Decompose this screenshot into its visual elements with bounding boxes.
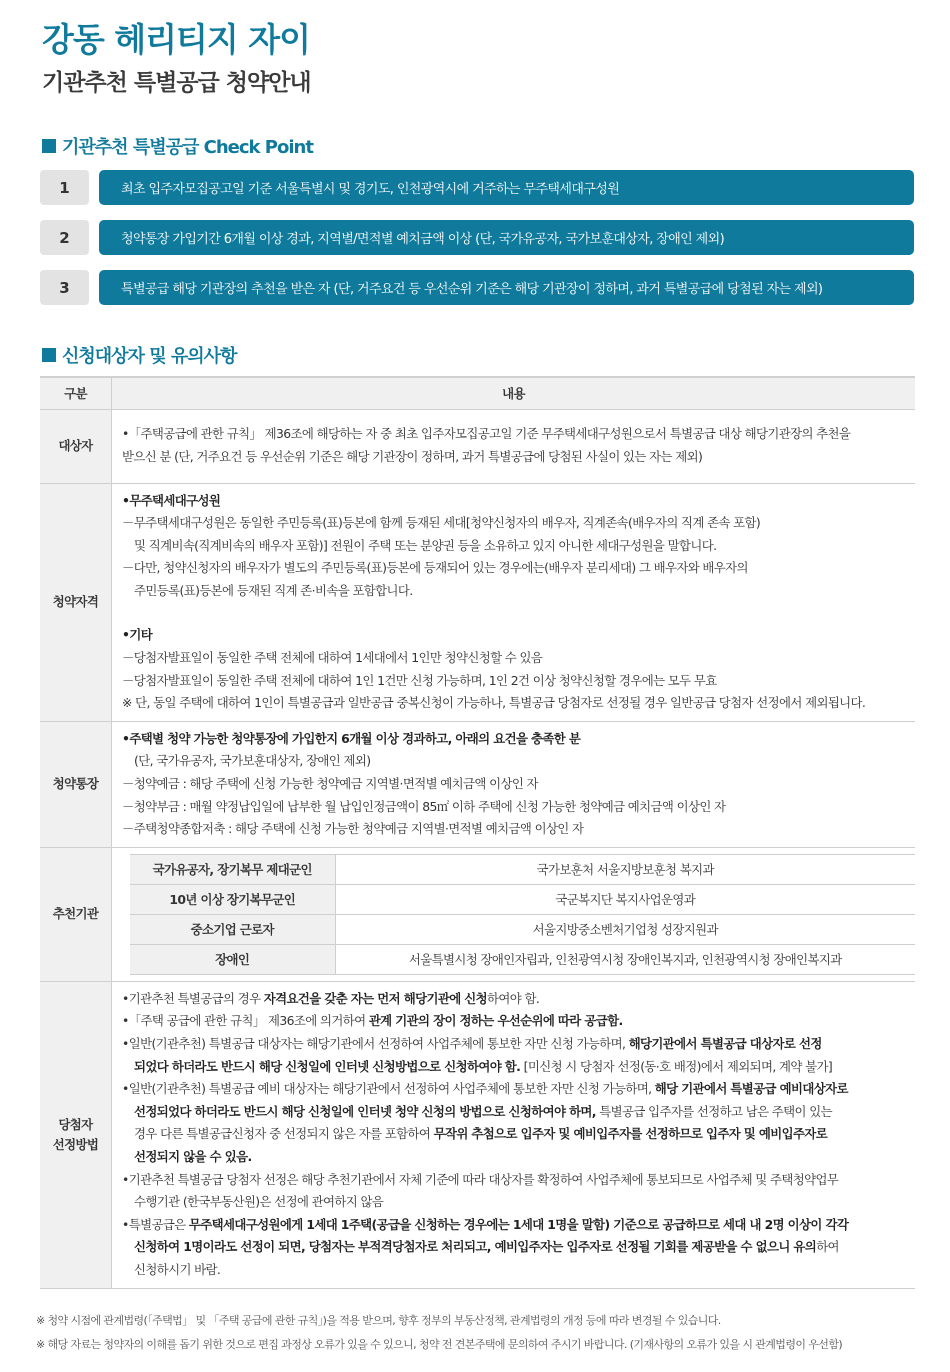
agency-row (130, 884, 915, 914)
text-line: －당첨자발표일이 동일한 주택 전체에 대하여 1인 1건만 신청 가능하며, 1인 2건 이상 청약신청할 경우에는 모두 무효 (122, 672, 717, 688)
footer-note-1: ※ 청약 시점에 관계법령(「주택법」 및 「주택 공급에 관한 규칙」)을 적용 받으며, 향후 정부의 부동산정책, 관계법령의 개정 등에 따라 변경될 수 있습니다. (36, 1314, 721, 1327)
agency-row (130, 944, 915, 974)
text-line: 선정되지 않을 수 있음. (134, 1148, 252, 1164)
footer-note-2: ※ 해당 자료는 청약자의 이해를 돕기 위한 것으로 편집 과정상 오류가 있을 수 있으니, 청약 전 견본주택에 문의하여 주시기 바랍니다. (기재사항의 오류가 있을 시 관계법령이 우선함) (36, 1338, 843, 1351)
checkpoint-number: 2 (40, 220, 89, 255)
checkpoint-text: 특별공급 해당 기관장의 추천을 받은 자 (단, 거주요건 등 우선순위 기준은 해당 기관장이 정하며, 과거 특별공급에 당첨된 자는 제외) (99, 270, 914, 305)
text-line: •기관추천 특별공급 당첨자 선정은 해당 추천기관에서 자체 기준에 따라 대상자를 확정하여 사업주체에 통보되므로 사업주체 및 주택청약업무 (122, 1171, 839, 1187)
text-line: －당첨자발표일이 동일한 주택 전체에 대하여 1세대에서 1인만 청약신청할 수 있음 (122, 650, 543, 666)
text-line: －주택청약종합저축 : 해당 주택에 신청 가능한 청약예금 지역별·면적별 예치금액 이상인 자 (122, 821, 584, 837)
checkpoint-heading-label: 기관추천 특별공급 Check Point (62, 137, 313, 158)
checkpoint-text: 최초 입주자모집공고일 기준 서울특별시 및 경기도, 인천광역시에 거주하는 무주택세대구성원 (99, 170, 914, 205)
checkpoint-item (40, 270, 915, 305)
text-line: －다만, 청약신청자의 배우자가 별도의 주민등록(표)등본에 등재되어 있는 경우에는(배우자 분리세대) 그 배우자와 배우자의 (122, 560, 748, 576)
agency-type: 장애인 (130, 944, 335, 974)
table-row-selection (40, 981, 915, 1288)
table-row-target (40, 409, 915, 483)
text-line: 되었다 하더라도 반드시 해당 신청일에 인터넷 신청방법으로 신청하여야 함. [미신청 시 당첨자 선정(동·호 배정)에서 제외되며, 계약 불가] (134, 1058, 833, 1074)
page-subtitle: 기관추천 특별공급 청약안내 (42, 70, 311, 96)
category-selection (40, 981, 112, 1288)
checkpoint-number: 1 (40, 170, 89, 205)
category-label: 선정방법 (52, 1136, 99, 1152)
agency-row (130, 914, 915, 944)
text-line: －청약부금 : 매월 약정납입일에 납부한 월 납입인정금액이 85㎡ 이하 주택에 신청 가능한 청약예금 예치금액 이상인 자 (122, 798, 726, 814)
checkpoint-item (40, 220, 915, 255)
checkpoint-item (40, 170, 915, 205)
text-line: (단, 국가유공자, 국가보훈대상자, 장애인 제외) (134, 753, 371, 769)
category-agencies: 추천기관 (40, 847, 112, 981)
text-line: 주민등록(표)등본에 등재된 직계 존·비속을 포함합니다. (134, 582, 413, 598)
table-row-agencies (40, 847, 915, 981)
text-line: •「주택 공급에 관한 규칙」 제36조에 의거하여 관계 기관의 장이 정하는 우선순위에 따라 공급함. (122, 1013, 623, 1029)
page-title: 강동 헤리티지 자이 (42, 20, 311, 59)
agency-table (130, 854, 915, 975)
text-line: •기관추천 특별공급의 경우 자격요건을 갖춘 자는 먼저 해당기관에 신청하여야 함. (122, 990, 540, 1006)
column-header-category: 구분 (40, 377, 112, 409)
agency-name: 국가보훈처 서울지방보훈청 복지과 (335, 854, 915, 884)
text-line: 신청하시기 바람. (134, 1261, 221, 1277)
target-content (112, 409, 916, 483)
table-row-account (40, 721, 915, 847)
text-line: ※ 단, 동일 주택에 대하여 1인이 특별공급과 일반공급 중복신청이 가능하나, 특별공급 당첨자로 선정될 경우 일반공급 당첨자 선정에서 제외됩니다. (122, 695, 866, 711)
agencies-content (112, 847, 916, 981)
eligibility-content (112, 483, 916, 721)
square-bullet-icon (42, 139, 56, 153)
text-line: •일반(기관추천) 특별공급 대상자는 해당기관에서 선정하여 사업주체에 통보한 자만 신청 가능하며, 해당기관에서 특별공급 대상자로 선정 (122, 1036, 822, 1051)
agency-type: 중소기업 근로자 (130, 914, 335, 944)
category-account: 청약통장 (40, 721, 112, 847)
column-header-content: 내용 (112, 377, 916, 409)
checkpoint-heading (42, 133, 313, 159)
agency-name: 국군복지단 복지사업운영과 (335, 884, 915, 914)
category-label: 당첨자 (58, 1116, 93, 1132)
text-line: 받으신 분 (단, 거주요건 등 우선순위 기준은 해당 기관장이 정하며, 과거 특별공급에 당첨된 사실이 있는 자는 제외) (122, 449, 703, 464)
category-eligibility: 청약자격 (40, 483, 112, 721)
agency-row (130, 854, 915, 884)
category-target: 대상자 (40, 409, 112, 483)
agency-name: 서울지방중소벤처기업청 성장지원과 (335, 914, 915, 944)
bullet-title: •무주택세대구성원 (122, 492, 221, 508)
text-line: 경우 다른 특별공급신청자 중 선정되지 않은 자를 포함하여 무작위 추첨으로 입주자 및 예비입주자를 선정하므로 입주자 및 예비입주자로 (134, 1126, 828, 1142)
text-line: 수행기관 (한국부동산원)은 선정에 관여하지 않음 (134, 1194, 384, 1210)
text-line: •「주택공급에 관한 규칙」 제36조에 해당하는 자 중 최초 입주자모집공고일 기준 무주택세대구성원으로서 특별공급 대상 해당기관장의 추천을 (122, 426, 851, 442)
table-row-eligibility (40, 483, 915, 721)
bullet-title: •주택별 청약 가능한 청약통장에 가입한지 6개월 이상 경과하고, 아래의 요건을 충족한 분 (122, 730, 581, 746)
text-line: •일반(기관추천) 특별공급 예비 대상자는 해당기관에서 선정하여 사업주체에 통보한 자만 신청 가능하며, 해당 기관에서 특별공급 예비대상자로 (122, 1081, 848, 1097)
text-line: 신청하여 1명이라도 선정이 되면, 당첨자는 부적격당첨자로 처리되고, 예비입주자는 입주자로 선정될 기회를 제공받을 수 없으니 유의하여 (134, 1239, 839, 1255)
table-header-row (40, 377, 915, 409)
account-content (112, 721, 916, 847)
square-bullet-icon (42, 348, 56, 362)
notice-table (40, 376, 915, 1289)
bullet-title: •기타 (122, 627, 153, 643)
agency-name: 서울특별시청 장애인자립과, 인천광역시청 장애인복지과, 인천광역시청 장애인복지과 (335, 944, 915, 974)
notice-heading (42, 342, 236, 368)
checkpoint-number: 3 (40, 270, 89, 305)
text-line: －무주택세대구성원은 동일한 주민등록(표)등본에 함께 등재된 세대[청약신청자의 배우자, 직계존속(배우자의 직계 존속 포함) (122, 515, 761, 531)
checkpoint-text: 청약통장 가입기간 6개월 이상 경과, 지역별/면적별 예치금액 이상 (단, 국가유공자, 국가보훈대상자, 장애인 제외) (99, 220, 914, 255)
text-line: •특별공급은 무주택세대구성원에게 1세대 1주택(공급을 신청하는 경우에는 1세대 1명을 말함) 기준으로 공급하므로 세대 내 2명 이상이 각각 (122, 1216, 849, 1232)
text-line: －청약예금 : 해당 주택에 신청 가능한 청약예금 지역별·면적별 예치금액 이상인 자 (122, 776, 538, 792)
notice-heading-label: 신청대상자 및 유의사항 (62, 346, 237, 367)
text-line: 및 직계비속(직계비속의 배우자 포함)] 전원이 주택 또는 분양권 등을 소유하고 있지 아니한 세대구성원을 말합니다. (134, 537, 717, 553)
agency-type: 10년 이상 장기복무군인 (130, 884, 335, 914)
selection-content (112, 981, 916, 1288)
agency-type: 국가유공자, 장기복무 제대군인 (130, 854, 335, 884)
text-line: 선정되었다 하더라도 반드시 해당 신청일에 인터넷 청약 신청의 방법으로 신청하여야 하며, 특별공급 입주자를 선정하고 남은 주택이 있는 (134, 1103, 832, 1119)
